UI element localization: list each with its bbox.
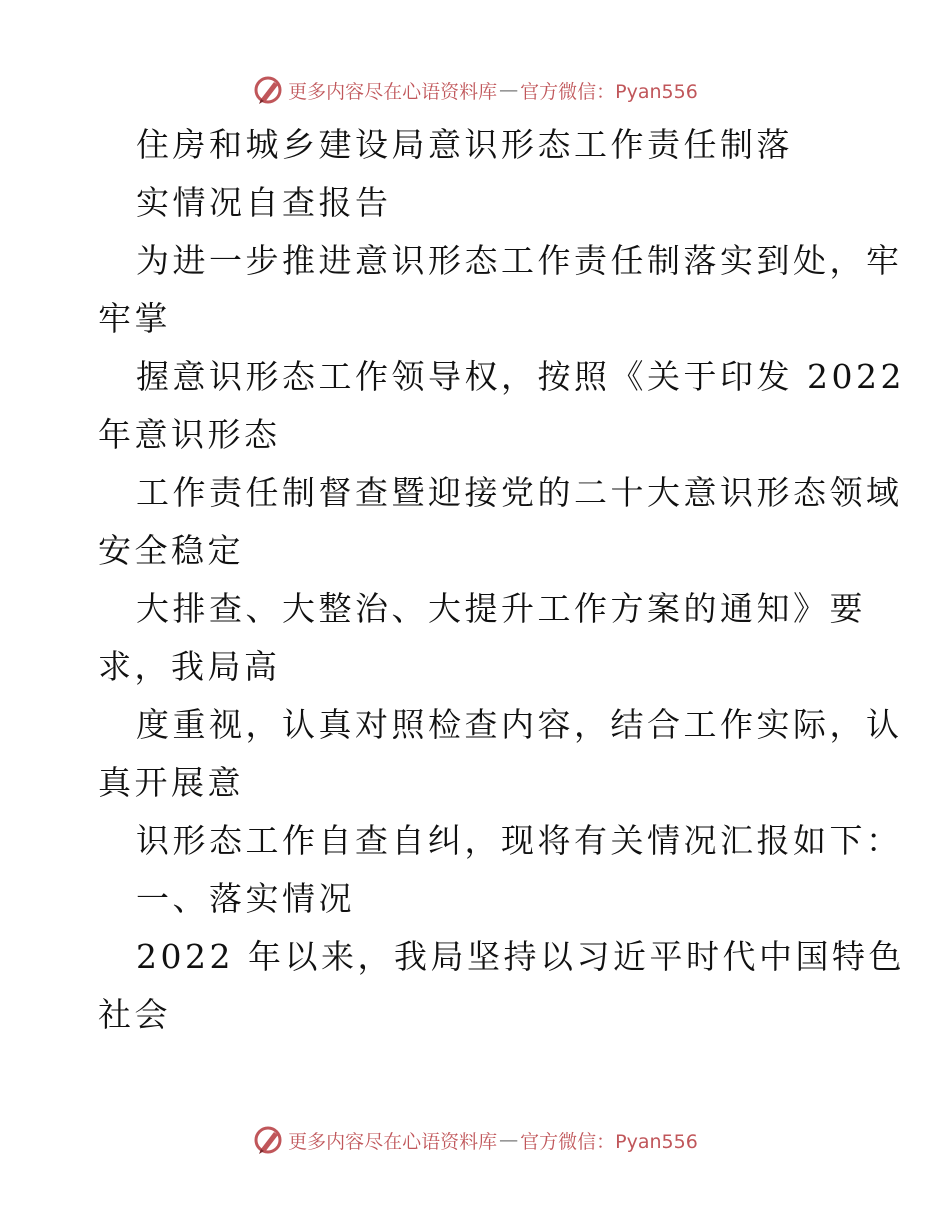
paragraph-line: 安全稳定	[98, 531, 244, 570]
paragraph-line: 握意识形态工作领导权，按照《关于印发 2022	[136, 357, 905, 396]
paragraph-line: 真开展意	[98, 763, 244, 802]
paragraph-line: 年意识形态	[98, 415, 281, 454]
banner-wechat: 官方微信：Pyan556	[520, 80, 698, 103]
paragraph-line: 社会	[98, 995, 171, 1034]
banner-wechat: 官方微信：Pyan556	[520, 1130, 698, 1153]
paragraph-line: 求，我局高	[98, 647, 281, 686]
title-line-1: 住房和城乡建设局意识形态工作责任制落	[136, 125, 793, 164]
banner-text: 更多内容尽在心语资料库	[288, 1130, 498, 1153]
banner-text: 更多内容尽在心语资料库	[288, 80, 498, 103]
paragraph-line: 为进一步推进意识形态工作责任制落实到处，牢	[136, 241, 903, 280]
pen-logo-icon	[252, 74, 284, 106]
title-line-2: 实情况自查报告	[136, 183, 392, 222]
paragraph-line: 工作责任制督查暨迎接党的二十大意识形态领域	[136, 473, 903, 512]
document-body	[98, 116, 905, 1044]
banner-dash: —	[499, 79, 519, 101]
paragraph-line: 大排查、大整治、大提升工作方案的通知》要	[136, 589, 866, 628]
paragraph-line: 度重视，认真对照检查内容，结合工作实际，认	[136, 705, 903, 744]
banner-dash: —	[499, 1129, 519, 1151]
footer-watermark-banner	[0, 1120, 950, 1160]
paragraph-line: 识形态工作自查自纠，现将有关情况汇报如下：	[136, 821, 903, 860]
paragraph-line: 牢掌	[98, 299, 171, 338]
pen-logo-icon	[252, 1124, 284, 1156]
header-watermark-banner	[0, 70, 950, 110]
section-heading: 一、落实情况	[136, 879, 355, 918]
paragraph-line: 2022 年以来，我局坚持以习近平时代中国特色	[136, 937, 905, 976]
